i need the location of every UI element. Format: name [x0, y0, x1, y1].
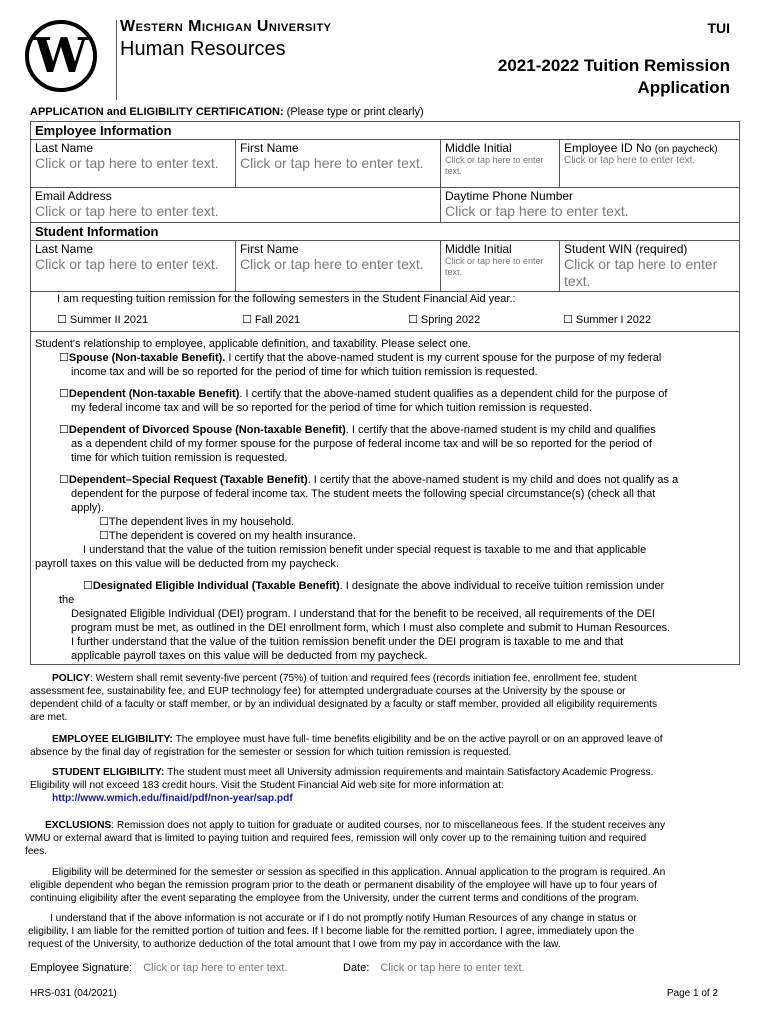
form-title: 2021-2022 Tuition Remission Application: [497, 56, 730, 97]
student-first-name-input[interactable]: Click or tap here to enter text.: [240, 256, 424, 272]
employee-eligibility-paragraph: EMPLOYEE ELIGIBILITY: The employee must have full- time benefits eligibility and be on the active payroll or on an approved leave of absence by the final day of registration for the semester or session for which tuition remission is requested.: [30, 734, 663, 758]
student-middle-initial-input[interactable]: Click or tap here to enter text.: [445, 256, 544, 277]
dei-option[interactable]: ☐Designated Eligible Individual (Taxable Benefit). I designate the above individual to receive tuition remission under: [83, 580, 665, 592]
sap-link[interactable]: http://www.wmich.edu/finaid/pdf/non-year/sap.pdf: [52, 793, 293, 804]
student-middle-initial-cell: Middle Initial Click or tap here to enter text.: [441, 241, 560, 292]
university-name: Western Michigan University: [120, 18, 332, 35]
application-form: [30, 121, 740, 332]
understanding-paragraph: I understand that if the above information is not accurate or if I do not promptly notify Human Resources of any change in status or eligibility, I am liable for the remitted portion of tuition and fees. If I become liable for the remitted portion, I agree, immediately upon the request of the University, to authorize deduction of the total amount that I owe from my pay in accordance with the law.: [28, 913, 637, 950]
determination-paragraph: Eligibility will be determined for the semester or session as specified in this application. Annual application to the program is required. An eligible dependent who began the remission program prior to the death or permanent disability of the employee will have up to four years of continuing eligibility after the event separating the employee from the University, under the current terms and conditions of the program.: [30, 867, 666, 904]
semester-summer2-checkbox[interactable]: ☐ Summer II 2021: [57, 314, 149, 326]
semester-intro: I am requesting tuition remission for the following semesters in the Student Financial Aid year.:: [57, 293, 516, 305]
employee-first-name-cell: First Name Click or tap here to enter text.: [236, 140, 441, 188]
signature-row: [30, 962, 287, 974]
employee-id-input[interactable]: Click or tap here to enter text.: [564, 155, 696, 166]
form-code-tui: TUI: [707, 20, 730, 36]
policy-paragraph: POLICY: Western shall remit seventy-five percent (75%) of tuition and required fees (records initiation fee, enrollment fee, student assessment fee, sustainability fee, and EUP technology fee) for attempted undergraduate courses at the University by the spouse or dependent child of a faculty or staff member, or by an individual designated by a faculty or staff member, provided all eligibility requirements are met.: [30, 673, 658, 723]
student-last-name-cell: Last Name Click or tap here to enter text.: [31, 241, 236, 292]
student-eligibility-paragraph: STUDENT ELIGIBILITY: The student must meet all University admission requirements and maintain Satisfactory Academic Progress. Eligibility will not exceed 183 credit hours. Visit the Student Financial Aid web site for more information at: http://www.wmich.edu/finaid/pdf/non-year/sap.pdf: [30, 767, 654, 804]
signature-label: Employee Signature:: [30, 962, 133, 974]
student-win-cell: Student WIN (required) Click or tap here to enter text.: [560, 241, 740, 292]
signature-input[interactable]: Click or tap here to enter text.: [143, 962, 288, 974]
divorced-dependent-option[interactable]: ☐Dependent of Divorced Spouse (Non-taxable Benefit). I certify that the above-named student is my child and qualifies: [59, 424, 656, 436]
date-label: Date:: [343, 962, 370, 974]
email-input[interactable]: Click or tap here to enter text.: [35, 203, 219, 219]
student-first-name-cell: First Name Click or tap here to enter text.: [236, 241, 441, 292]
semester-fall-checkbox[interactable]: ☐ Fall 2021: [242, 314, 301, 326]
employee-first-name-input[interactable]: Click or tap here to enter text.: [240, 155, 424, 171]
exclusions-paragraph: EXCLUSIONS: Remission does not apply to tuition for graduate or audited courses, nor to miscellaneous fees. If the student receives any WMU or external award that is limited to paying tuition and required fees, remission will only cover up to the remaining tuition and required fees.: [25, 820, 666, 857]
wmu-logo-icon: W: [34, 28, 88, 84]
department-name: Human Resources: [120, 38, 286, 60]
semester-cell: [31, 292, 740, 332]
phone-cell: Daytime Phone Number Click or tap here to enter text.: [441, 188, 740, 223]
email-cell: Email Address Click or tap here to enter text.: [31, 188, 441, 223]
semester-spring-checkbox[interactable]: ☐ Spring 2022: [408, 314, 481, 326]
student-section-title: Student Information: [31, 223, 740, 241]
date-input[interactable]: Click or tap here to enter text.: [380, 962, 525, 974]
form-number: HRS-031 (04/2021): [30, 988, 117, 999]
employee-last-name-cell: Last Name Click or tap here to enter text.: [31, 140, 236, 188]
relationship-intro: Student's relationship to employee, applicable definition, and taxability. Please select one.: [35, 338, 472, 350]
page-number: Page 1 of 2: [666, 988, 718, 999]
spouse-option[interactable]: ☐Spouse (Non-taxable Benefit). I certify that the above-named student is my current spouse for the purpose of my federal: [59, 352, 662, 364]
employee-section-title: Employee Information: [31, 122, 740, 140]
phone-input[interactable]: Click or tap here to enter text.: [445, 203, 629, 219]
employee-last-name-input[interactable]: Click or tap here to enter text.: [35, 155, 219, 171]
certification-heading: APPLICATION and ELIGIBILITY CERTIFICATION: (Please type or print clearly): [30, 106, 424, 118]
header-divider: [116, 20, 117, 100]
lives-in-household-checkbox[interactable]: ☐The dependent lives in my household.: [99, 516, 295, 528]
student-win-input[interactable]: Click or tap here to enter text.: [564, 256, 718, 289]
student-last-name-input[interactable]: Click or tap here to enter text.: [35, 256, 219, 272]
special-request-option[interactable]: ☐Dependent–Special Request (Taxable Benefit). I certify that the above-named student is my child and does not qualify as a: [59, 474, 679, 486]
health-insurance-checkbox[interactable]: ☐The dependent is covered on my health insurance.: [99, 530, 356, 542]
employee-id-cell: Employee ID No (on paycheck) Click or tap here to enter text.: [560, 140, 740, 188]
date-row: [343, 962, 525, 974]
semester-summer1-checkbox[interactable]: ☐ Summer I 2022: [563, 314, 652, 326]
dependent-option[interactable]: ☐Dependent (Non-taxable Benefit). I certify that the above-named student qualifies as a dependent child for the purpose of: [59, 388, 668, 400]
relationship-section: Student's relationship to employee, applicable definition, and taxability. Please select one. ☐Spouse (Non-taxable Benefit). I certify that the above-named student is my current spouse for the purpose of my federal income tax and will be so reported for the period of time for which tuition remission is requested. ☐Dependent (Non-taxable Benefit). I certify that the above-named student qualifies as a dependent child for the purpose of my federal income tax and will be so reported for the period of time for which tuition remission is requested. ☐Dependent of Divorced Spouse (Non-taxable Benefit). I certify that the above-named student is my child and qualifies as a dependent child of my former spouse for the purpose of federal income tax and will be so reported for the period of time for which tuition remission is requested. ☐Dependent–Special Request (Taxable Benefit). I certify that the above-named student is my child and does not qualify as a dependent for the purpose of federal income tax. The student meets the following special circumstance(s) (check all that apply). ☐The dependent lives in my household. ☐The dependent is covered on my health insurance. I understand that the value of the tuition remission benefit under special request is taxable to me and that applicable payroll taxes on this value will be deducted from my paycheck. ☐Designated Eligible Individual (Taxable Benefit). I designate the above individual to receive tuition remission under the Designated Eligible Individual (DEI) program. I understand that for the benefit to be received, all requirements of the DEI program must be met, as outlined in the DEI enrollment form, which I must also complete and submit to Human Resources. I further understand that the value of the tuition remission benefit under the DEI program is taxable to me and that applicable payroll taxes on this value will be deducted from my paycheck.: [30, 331, 740, 665]
employee-middle-initial-input[interactable]: Click or tap here to enter text.: [445, 155, 544, 176]
employee-middle-initial-cell: Middle Initial Click or tap here to enter text.: [441, 140, 560, 188]
